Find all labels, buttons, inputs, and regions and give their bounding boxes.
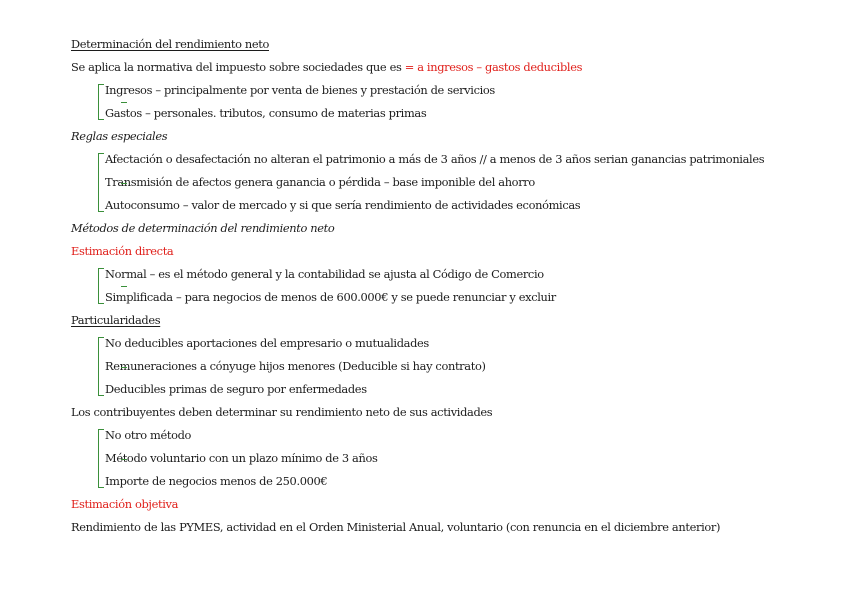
list-item: Remuneraciones a cónyuge hijos menores (Deducible si hay contrato): [105, 359, 486, 373]
bracket-tick: [121, 367, 127, 368]
list-item: Gastos – personales. tributos, consumo de materias primas: [105, 106, 427, 120]
list-item: Normal – es el método general y la contabilidad se ajusta al Código de Comercio: [105, 267, 544, 281]
group-bracket: [98, 153, 104, 212]
bracket-tick: [121, 286, 127, 287]
bracket-tick: [121, 183, 127, 184]
contribuyentes-text: Los contribuyentes deben determinar su rendimiento neto de sus actividades: [71, 405, 493, 419]
list-item: Deducibles primas de seguro por enfermedades: [105, 382, 367, 396]
group-directa: [71, 263, 831, 309]
list-item: No otro método: [105, 428, 192, 442]
list-item: Afectación o desafectación no alteran el patrimonio a más de 3 años // a menos de 3 años serian ganancias patrimoniales: [105, 152, 765, 166]
metodos-heading: Métodos de determinación del rendimiento neto: [71, 221, 335, 235]
list-item: Transmisión de afectos genera ganancia o pérdida – base imponible del ahorro: [105, 175, 535, 189]
directa-heading: Estimación directa: [71, 244, 174, 258]
intro-line: [71, 56, 831, 79]
intro-highlight: = a ingresos – gastos deducibles: [404, 60, 583, 74]
group-bracket: [98, 337, 104, 396]
list-item: Método voluntario con un plazo mínimo de 3 años: [105, 451, 378, 465]
closing-text: Rendimiento de las PYMES, actividad en el Orden Ministerial Anual, voluntario (con renuncia en el diciembre anterior): [71, 520, 721, 534]
group-bracket: [98, 84, 104, 120]
list-item: Ingresos – principalmente por venta de bienes y prestación de servicios: [105, 83, 495, 97]
title: Determinación del rendimiento neto: [71, 37, 269, 51]
list-item: Autoconsumo – valor de mercado y si que sería rendimiento de actividades económicas: [105, 198, 581, 212]
group-bracket: [98, 429, 104, 488]
list-item: Importe de negocios menos de 250.000€: [105, 474, 328, 488]
group-particularidades: [71, 332, 831, 401]
group-reglas: [71, 148, 831, 217]
particularidades-heading: Particularidades: [71, 313, 161, 327]
group-ingresos-gastos: [71, 79, 831, 125]
bracket-tick: [121, 459, 127, 460]
list-item: Simplificada – para negocios de menos de 600.000€ y se puede renunciar y excluir: [105, 290, 556, 304]
group-contribuyentes: [71, 424, 831, 493]
group-bracket: [98, 268, 104, 304]
intro-text: Se aplica la normativa del impuesto sobre sociedades que es: [71, 60, 405, 74]
list-item: No deducibles aportaciones del empresario o mutualidades: [105, 336, 429, 350]
objetiva-heading: Estimación objetiva: [71, 497, 179, 511]
reglas-heading: Reglas especiales: [71, 129, 168, 143]
bracket-tick: [121, 102, 127, 103]
notes-content: [71, 33, 831, 539]
